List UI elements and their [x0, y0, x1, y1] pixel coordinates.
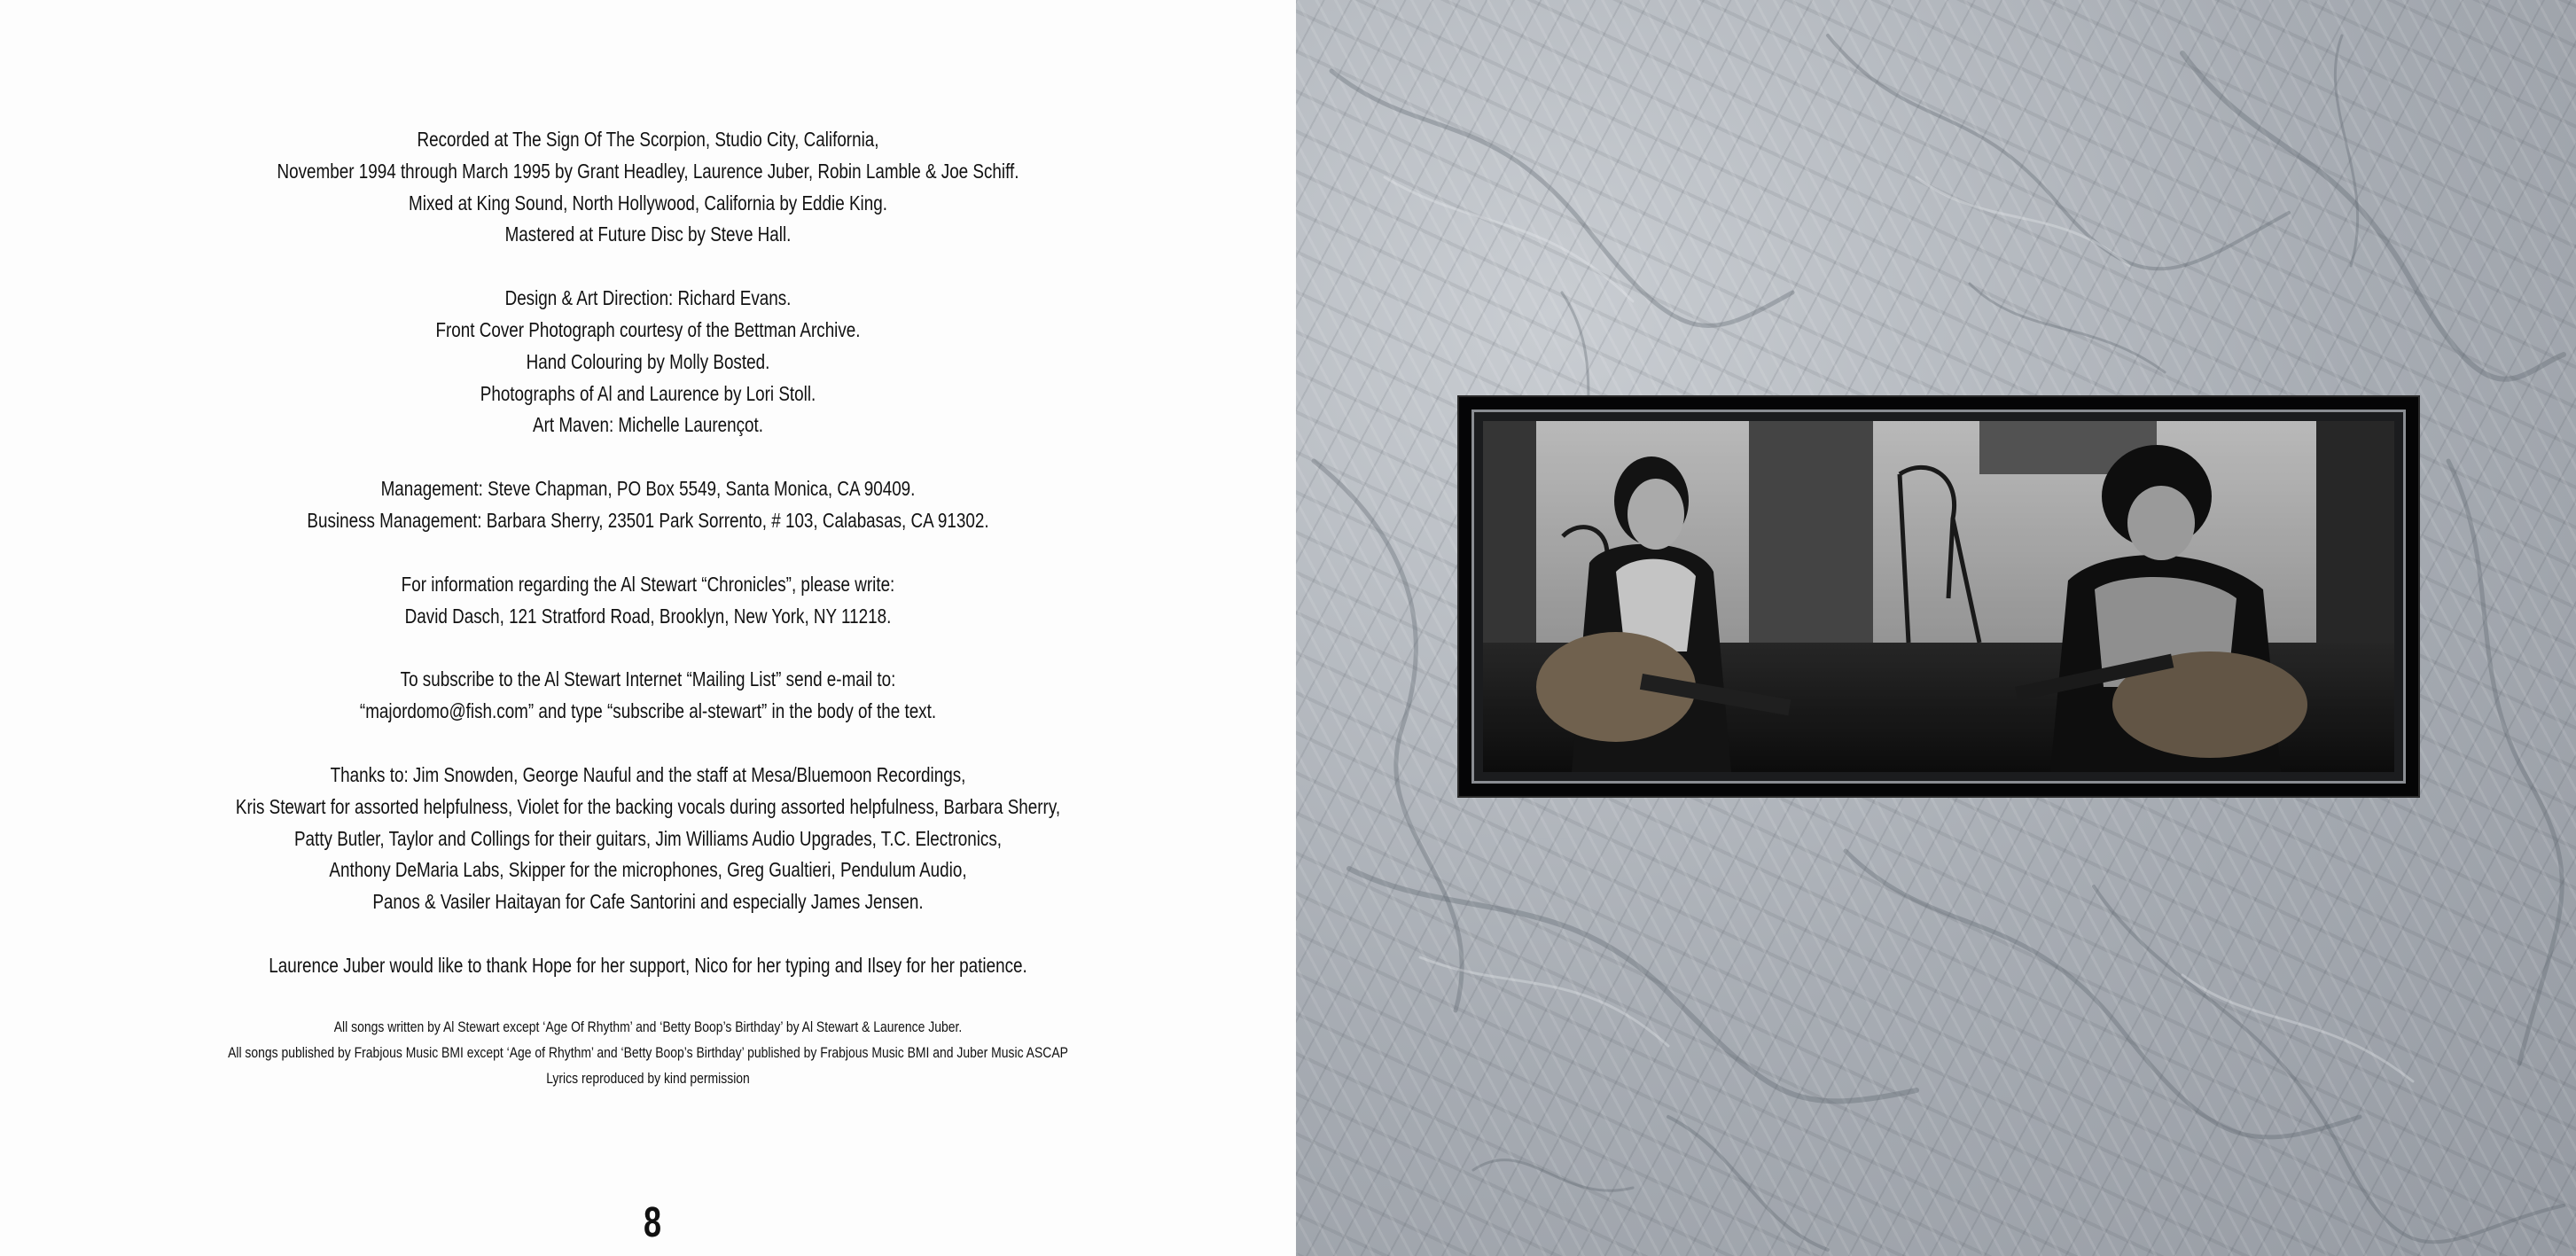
credit-line: Business Management: Barbara Sherry, 23501 Park Sorrento, # 103, Calabasas, CA 91302.: [307, 508, 989, 532]
credit-line: For information regarding the Al Stewart “Chronicles”, please write:: [401, 572, 895, 596]
recording-credits: [117, 124, 1180, 251]
guitarists-photo: [1483, 421, 2394, 772]
credit-line: “majordomo@fish.com” and type “subscribe al-stewart” in the body of the text.: [359, 699, 937, 723]
juber-thanks: [117, 950, 1180, 982]
credit-line: Photographs of Al and Laurence by Lori Stoll.: [480, 381, 816, 405]
management-credits: [117, 473, 1180, 537]
credit-line: Recorded at The Sign Of The Scorpion, Studio City, California,: [417, 128, 879, 151]
fine-print-line: All songs written by Al Stewart except ‘Age Of Rhythm’ and ‘Betty Boop’s Birthday’ by Al Stewart & Laurence Juber.: [333, 1018, 963, 1035]
fine-print-line: Lyrics reproduced by kind permission: [546, 1069, 750, 1087]
design-credits: [117, 283, 1180, 441]
credit-line: Front Cover Photograph courtesy of the Bettman Archive.: [435, 317, 861, 341]
credit-line: David Dasch, 121 Stratford Road, Brooklyn, New York, NY 11218.: [404, 604, 892, 628]
chronicles-info: [117, 569, 1180, 633]
photo-frame: [1457, 395, 2420, 798]
photo-border: [1471, 410, 2406, 784]
credit-line: Laurence Juber would like to thank Hope for her support, Nico for her typing and Ilsey for her patience.: [269, 953, 1027, 977]
credit-line: Management: Steve Chapman, PO Box 5549, Santa Monica, CA 90409.: [380, 477, 916, 501]
credit-line: Mastered at Future Disc by Steve Hall.: [504, 222, 792, 246]
mailing-list-info: [117, 664, 1180, 728]
right-page-marble-background: [1296, 0, 2576, 1256]
credit-line: Mixed at King Sound, North Hollywood, California by Eddie King.: [409, 191, 887, 215]
credit-line: Hand Colouring by Molly Bosted.: [526, 349, 770, 373]
credit-line: Patty Butler, Taylor and Collings for their guitars, Jim Williams Audio Upgrades, T.C. Electronics,: [293, 826, 1003, 850]
page-number: 8: [643, 1199, 662, 1246]
credit-line: Anthony DeMaria Labs, Skipper for the microphones, Greg Gualtieri, Pendulum Audio,: [329, 858, 967, 882]
credit-line: Art Maven: Michelle Laurençot.: [533, 413, 763, 437]
thanks-credits: [117, 760, 1180, 918]
credits-text: [117, 124, 1180, 1123]
credit-line: November 1994 through March 1995 by Grant Headley, Laurence Juber, Robin Lamble & Joe Schiff.: [277, 159, 1019, 183]
credit-line: Kris Stewart for assorted helpfulness, Violet for the backing vocals during assorted helpfulness, Barbara Sherry,: [235, 794, 1061, 818]
songwriting-fine-print: [117, 1014, 1180, 1091]
credit-line: Thanks to: Jim Snowden, George Nauful and the staff at Mesa/Bluemoon Recordings,: [330, 762, 966, 786]
credit-line: Design & Art Direction: Richard Evans.: [504, 286, 792, 310]
credit-line: To subscribe to the Al Stewart Internet “Mailing List” send e-mail to:: [400, 667, 896, 691]
credit-line: Panos & Vasiler Haitayan for Cafe Santorini and especially James Jensen.: [372, 890, 924, 914]
fine-print-line: All songs published by Frabjous Music BMI except ‘Age of Rhythm’ and ‘Betty Boop’s Birthday’ published by Frabjous Music BMI and Juber Music ASCAP: [228, 1043, 1068, 1061]
